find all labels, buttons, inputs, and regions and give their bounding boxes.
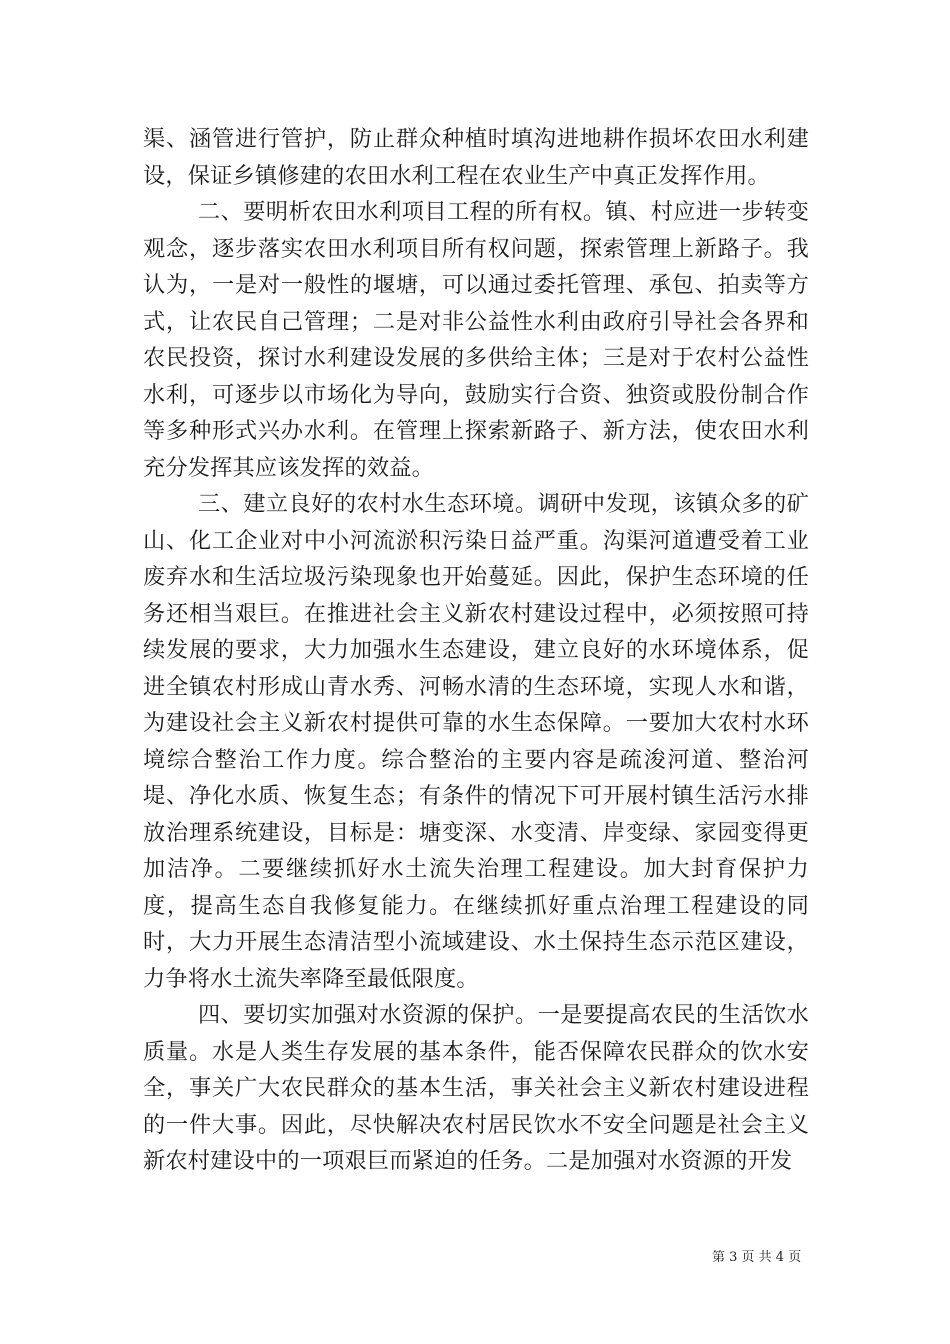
document-body — [143, 121, 809, 1180]
paragraph-continuation: 渠、涵管进行管护，防止群众种植时填沟进地耕作损坏农田水利建设，保证乡镇修建的农田水利工程在农业生产中真正发挥作用。 — [143, 126, 809, 189]
page-number-footer: 第 3 页 共 4 页 — [712, 1250, 802, 1265]
paragraph-section-four: 四、要切实加强对水资源的保护。一是要提高农民的生活饮水质量。水是人类生存发展的基本条件，能否保障农民群众的饮水安全，事关广大农民群众的基本生活，事关社会主义新农村建设进程的一件大事。因此，尽快解决农村居民饮水不安全问题是社会主义新农村建设中的一项艰巨而紧迫的任务。二是加强对水资源的开发 — [143, 1002, 809, 1174]
paragraph-section-two: 二、要明析农田水利项目工程的所有权。镇、村应进一步转变观念，逐步落实农田水利项目所有权问题，探索管理上新路子。我认为，一是对一般性的堰塘，可以通过委托管理、承包、拍卖等方式，让农民自己管理；二是对非公益性水利由政府引导社会各界和农民投资，探讨水利建设发展的多供给主体；三是对于农村公益性水利，可逐步以市场化为导向，鼓励实行合资、独资或股份制合作等多种形式兴办水利。在管理上探索新路子、新方法，使农田水利充分发挥其应该发挥的效益。 — [143, 199, 809, 481]
paragraph-section-three: 三、建立良好的农村水生态环境。调研中发现，该镇众多的矿山、化工企业对中小河流淤积污染日益严重。沟渠河道遭受着工业废弃水和生活垃圾污染现象也开始蔓延。因此，保护生态环境的任务还相当艰巨。在推进社会主义新农村建设过程中，必须按照可持续发展的要求，大力加强水生态建设，建立良好的水环境体系，促进全镇农村形成山青水秀、河畅水清的生态环境，实现人水和谐，为建设社会主义新农村提供可靠的水生态保障。一要加大农村水环境综合整治工作力度。综合整治的主要内容是疏浚河道、整治河堤、净化水质、恢复生态；有条件的情况下可开展村镇生活污水排放治理系统建设，目标是：塘变深、水变清、岸变绿、家园变得更加洁净。二要继续抓好水土流失治理工程建设。加大封育保护力度，提高生态自我修复能力。在继续抓好重点治理工程建设的同时，大力开展生态清洁型小流域建设、水土保持生态示范区建设，力争将水土流失率降至最低限度。 — [143, 491, 809, 992]
